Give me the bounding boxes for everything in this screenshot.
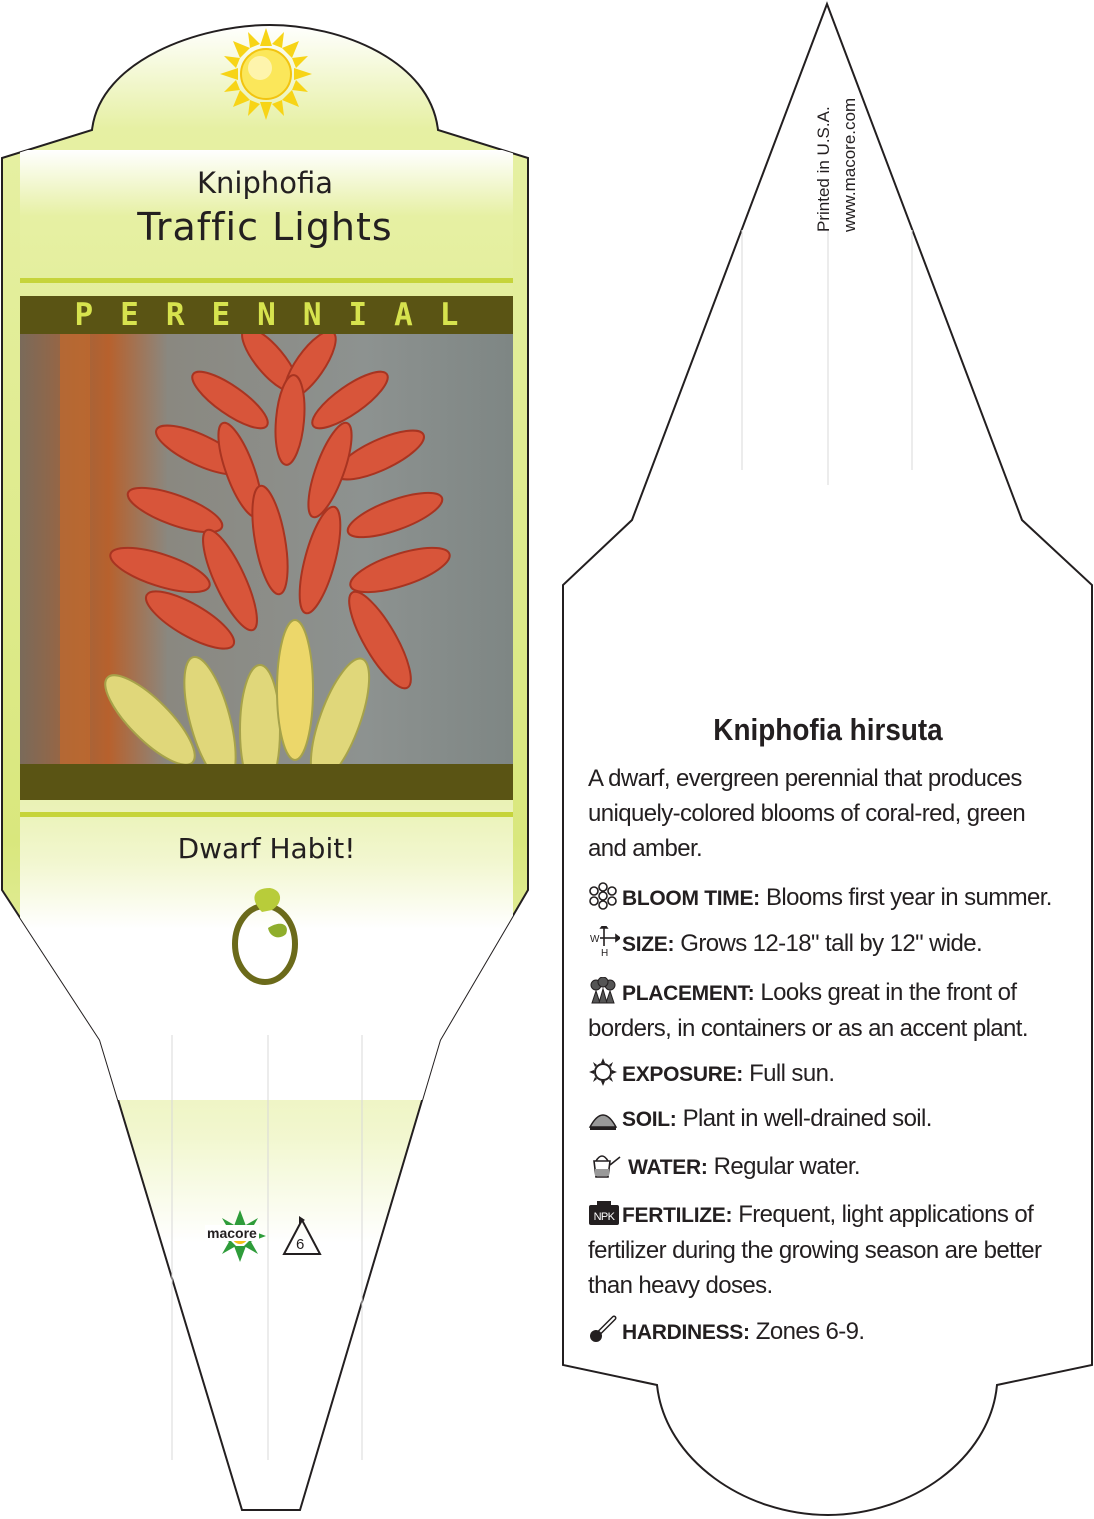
photo-bottom-band <box>20 764 513 800</box>
attribute-size <box>588 926 1073 962</box>
bloom-time-value: Blooms first year in summer. <box>765 884 1052 911</box>
printed-in-label: Printed in U.S.A. <box>814 106 833 232</box>
attribute-soil <box>588 1101 1073 1137</box>
scientific-name: Kniphofia hirsuta <box>713 712 943 747</box>
website-label: www.macore.com <box>840 97 859 232</box>
water-label: WATER: <box>628 1156 708 1179</box>
genus-name: Kniphofia <box>196 166 334 200</box>
soil-icon <box>588 1103 622 1131</box>
sun-graphic <box>220 28 312 120</box>
cultivar-name: Traffic Lights <box>137 205 393 249</box>
plant-description: A dwarf, evergreen perennial that produces uniquely-colored blooms of coral-red, green and amber. <box>588 765 1026 862</box>
water-value: Regular water. <box>713 1153 860 1180</box>
exposure-value: Full sun. <box>749 1060 835 1087</box>
svg-text:NPK: NPK <box>593 1211 615 1223</box>
placement-value: Looks great in the front of borders, in containers or as an accent plant. <box>588 979 1028 1042</box>
bloom-time-label: BLOOM TIME: <box>622 887 760 910</box>
website-text <box>812 62 859 232</box>
category-label: PERENNIAL <box>74 297 486 333</box>
recycle-code: 6 <box>296 1236 305 1253</box>
fertilize-value: Frequent, light applications of fertilizer during the growing season are better than heavy doses. <box>588 1201 1042 1299</box>
size-value: Grows 12-18" tall by 12" wide. <box>680 930 983 957</box>
tagline: Dwarf Habit! <box>177 832 356 865</box>
npk-icon <box>588 1199 622 1227</box>
attribute-placement <box>588 975 1073 1046</box>
attribute-hardiness <box>588 1314 1073 1350</box>
plants-icon <box>588 977 622 1005</box>
sun-icon <box>588 1058 622 1086</box>
top-rule <box>20 278 513 283</box>
attribute-exposure <box>588 1056 1073 1092</box>
bottom-rule <box>20 812 513 817</box>
flower-icon <box>588 882 622 910</box>
placement-label: PLACEMENT: <box>622 982 755 1005</box>
size-icon <box>588 926 622 954</box>
thermometer-icon <box>588 1314 622 1342</box>
brand-name: macore <box>207 1225 257 1241</box>
exposure-label: EXPOSURE: <box>622 1063 743 1086</box>
watering-can-icon <box>588 1151 622 1179</box>
svg-text:H: H <box>601 948 608 956</box>
svg-text:W: W <box>590 934 599 945</box>
fertilize-label: FERTILIZE: <box>622 1204 733 1227</box>
soil-label: SOIL: <box>622 1108 677 1131</box>
hardiness-value: Zones 6-9. <box>755 1318 865 1345</box>
size-label: SIZE: <box>622 933 675 956</box>
attribute-bloom-time <box>588 880 1073 916</box>
attribute-fertilize <box>588 1197 1073 1303</box>
plant-photo <box>20 320 513 795</box>
soil-value: Plant in well-drained soil. <box>682 1105 932 1132</box>
attribute-water <box>588 1149 1073 1185</box>
hardiness-label: HARDINESS: <box>622 1321 750 1344</box>
